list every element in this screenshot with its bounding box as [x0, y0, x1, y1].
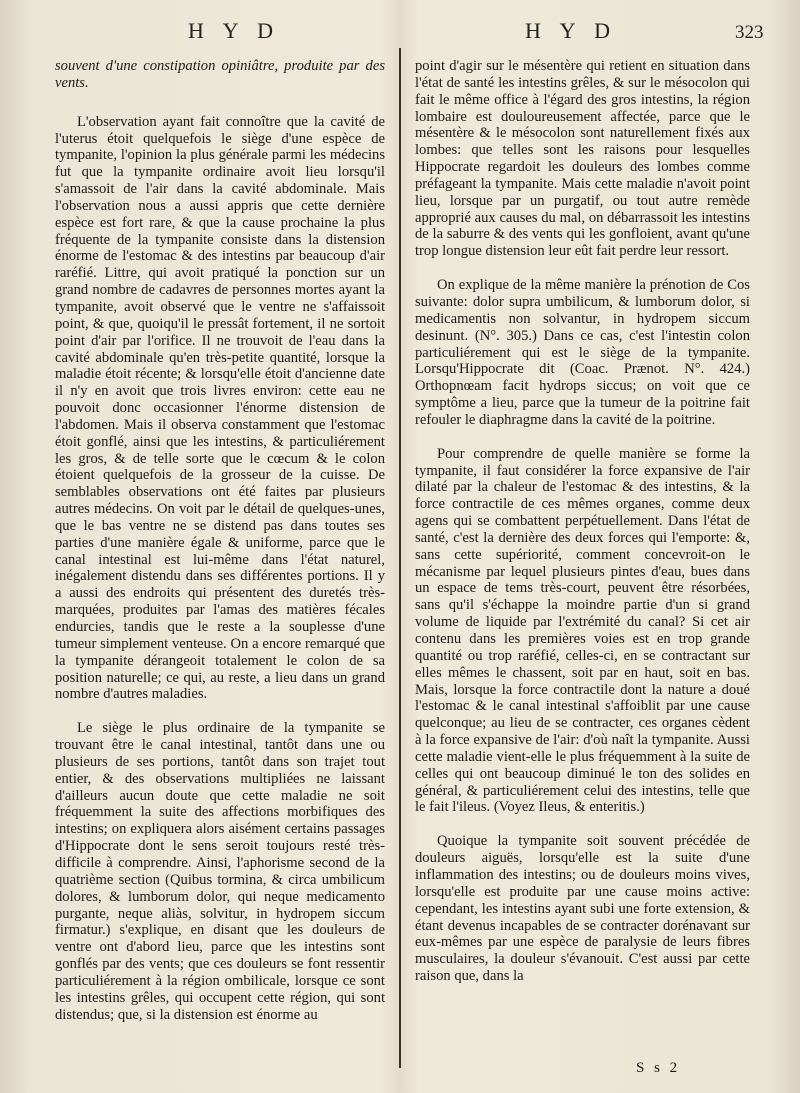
- paragraph: On explique de la même manière la prénotion de Cos suivante: dolor supra umbilicum, & lumborum dolor, si medicamentis non solvantur, in hydropem siccum desinunt. (N°. 305.) Dans ce cas, c'est l'intestin colon particuliérement qui est le siège de la tympanite. Lorsqu'Hippocrate dit (Coac. Prænot. N°. 424.) Orthopnœam facit hydrops siccus; on voit que ce symptôme a lieu, parce que la tumeur de la poitrine fait refouler le diaphragme dans la cavité de la poitrine.: [415, 277, 750, 428]
- running-head-left: H Y D: [188, 18, 281, 43]
- left-column: [55, 58, 385, 1040]
- paragraph: Quoique la tympanite soit souvent précédée de douleurs aiguës, lorsqu'elle est la suite d'une inflammation des intestins; ou de douleurs moins vives, lorsqu'elle est produite par une cause moins active: cependant, les intestins ayant subi une forte extension, & étant devenus incapables de se contracter dorénavant sur eux-mêmes par une espèce de paralysie de leurs fibres musculaires, la douleur s'évanouit. C'est aussi par cette raison que, dans la: [415, 833, 750, 985]
- running-head-right: H Y D: [525, 18, 618, 43]
- right-column: [415, 58, 750, 1002]
- paragraph: souvent d'une constipation opiniâtre, produite par des vents.: [55, 58, 385, 91]
- signature-mark: S s 2: [636, 1060, 681, 1076]
- paragraph: Le siège le plus ordinaire de la tympanite se trouvant être le canal intestinal, tantôt dans une ou plusieurs de ses portions, tantôt dans son trajet tout entier, & des observations multipliées ne laissant d'ailleurs aucun doute que cette maladie ne soit fréquemment la suite des affections morbifiques des intestins; on expliquera alors aisément certains passages d'Hippocrate dont le sens seroit toujours resté très-difficile à comprendre. Ainsi, l'aphorisme second de la quatrième section (Quibus tormina, & circa umbilicum dolores, & lumborum dolor, qui neque medicamento purgante, neque aliàs, solvitur, in hydropem siccum firmatur.) s'explique, en disant que les douleurs de ventre ont d'abord lieu, parce que les intestins sont gonflés par des vents; que ces douleurs se font ressentir particuliérement à la région ombilicale, lorsque ce sont les intestins grêles, qui occupent cette région, qui sont distendus; que, si la distension est énorme au: [55, 720, 385, 1023]
- paragraph: point d'agir sur le mésentère qui retient en situation dans l'état de santé les intestins grêles, & sur le mésocolon qui fait le même office à l'égard des gros intestins, la région lombaire est douloureusement affectée, parce que le mésentère & le mésocolon sont naturellement fixés aux lombes: que telles sont les raisons pour lesquelles Hippocrate regardoit les douleurs des lombes comme préfageant la tympanite. Mais cette maladie n'avoit point lieu, lorsque par un purgatif, ou tout autre remède approprié aux causes du mal, on débarrassoit les intestins de la saburre & des vents qui les gonfloient, avant qu'une trop longue distension leur eût fait perdre leur ressort.: [415, 58, 750, 260]
- column-divider: [399, 48, 401, 1068]
- page-number: 323: [735, 22, 764, 43]
- paragraph: Pour comprendre de quelle manière se forme la tympanite, il faut considérer la force expansive de l'air dilaté par la chaleur de l'estomac & des intestins, & la force contractile de ces mêmes organes, comme deux agens qui se combattent perpétuellement. Dans l'état de santé, c'est la dernière des deux forces qui l'emporte: &, sans cette supériorité, comment concevroit-on le mécanisme par lequel plusieurs pintes d'eau, bues dans un espace de tems très-court, peuvent être résorbées, sans qu'il s'échappe la moindre partie d'un si grand volume de liquide par l'extrémité du canal? Si cet air contenu dans les premières voies est en trop grande quantité ou trop raréfié, celles-ci, en se contractant sur elles mêmes le chassent, soit par en haut, soit en bas. Mais, lorsque la force contractile dont la nature a doué l'estomac & le canal intestinal s'affoiblit par une cause quelconque; au lieu de se contracter, ces organes cèdent à la force expansive de l'air: d'où naît la tympanite. Aussi cette maladie vient-elle le plus fréquemment à la suite de celles qui ont beaucoup diminué le ton des solides en général, & particuliérement celui des intestins, telle que le fait l'ileus. (Voyez Ileus, & enteritis.): [415, 445, 750, 816]
- paragraph: L'observation ayant fait connoître que la cavité de l'uterus étoit quelquefois le siège d'une espèce de tympanite, l'opinion la plus générale parmi les médecins fut que la tympanite ordinaire avoit lieu lorsqu'il s'amassoit de l'air dans la cavité abdominale. Mais l'observation nous a aussi appris que cette dernière espèce est fort rare, & que la cause prochaine la plus fréquente de la tympanite consiste dans la distension énorme de l'estomac & des intestins par beaucoup d'air raréfié. Littre, qui avoit pratiqué la ponction sur un grand nombre de cadavres de personnes mortes ayant la tympanite, avoit observé que le ventre ne s'affaissoit point, & que, quoiqu'il le pressât fortement, il ne sortoit point d'air par l'orifice. Il ne trouvoit de l'eau dans la cavité abdominale qu'en très-petite quantité, lorsque la maladie étoit récente; & lorsqu'elle étoit d'ancienne date il n'y en avoit que trois livres environ: cette eau ne pouvoit donc occasionner l'énorme distension de l'abdomen. Mais il observa constamment que l'estomac étoit gonflé, ainsi que les intestins, & particuliérement les gros, & de telle sorte que le cœcum & le colon étoient quelquefois de la grosseur de la cuisse. De semblables observations ont été faites par plusieurs autres médecins. On voit par le détail de quelques-unes, que le bas ventre ne se distend pas dans toutes ses parties d'une manière égale & uniforme, parce que le canal intestinal est lui-même dans l'état naturel, inégalement distendu dans ses différentes portions. Il y a aussi des endroits qui présentent des duretés très-marquées, produites par l'amas des matières fécales endurcies, tandis que le reste a la souplesse d'une tumeur simplement venteuse. On a encore remarqué que la tympanite dérangeoit totalement le colon de sa position naturelle; ce qui, au reste, a lieu dans un grand nombre d'autres maladies.: [55, 113, 385, 703]
